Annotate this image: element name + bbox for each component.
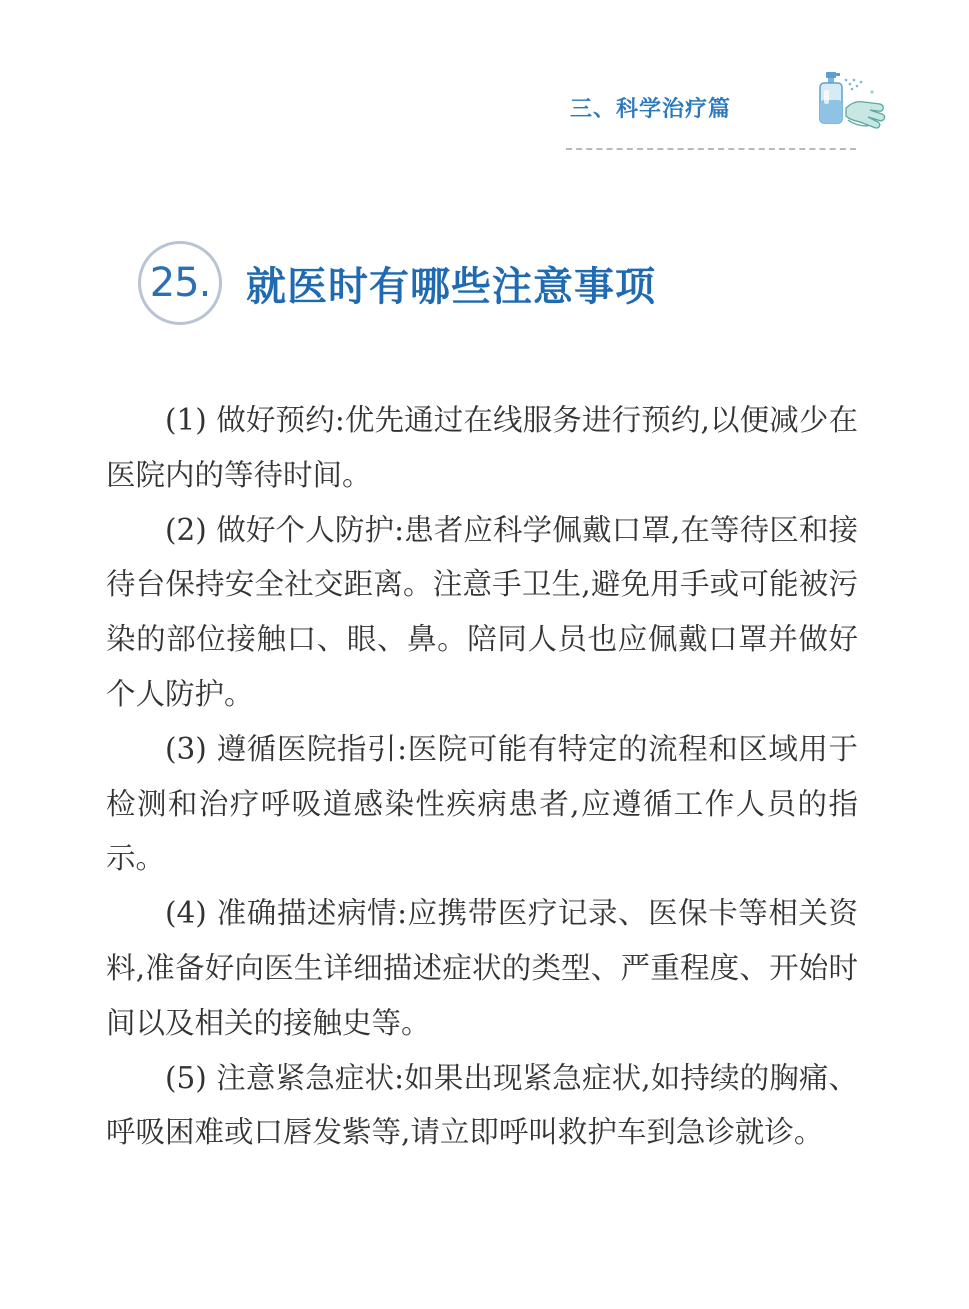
header-divider <box>566 148 856 150</box>
question-title: 就医时有哪些注意事项 <box>246 263 656 310</box>
hand-sanitizer-icon <box>810 68 886 130</box>
answer-paragraph: (3) 遵循医院指引:医院可能有特定的流程和区域用于检测和治疗呼吸道感染性疾病患者,应遵循工作人员的指示。 <box>106 731 858 876</box>
answer-paragraph: (1) 做好预约:优先通过在线服务进行预约,以便减少在医院内的等待时间。 <box>106 403 858 492</box>
page-header <box>566 68 886 158</box>
question-number-badge: 25. <box>138 241 222 325</box>
answer-paragraph: (4) 准确描述病情:应携带医疗记录、医保卡等相关资料,准备好向医生详细描述症状的类型、严重程度、开始时间以及相关的接触史等。 <box>106 896 858 1040</box>
question-heading <box>138 238 656 328</box>
answer-paragraph: (5) 注意紧急症状:如果出现紧急症状,如持续的胸痛、呼吸困难或口唇发紫等,请立即呼叫救护车到急诊就诊。 <box>106 1060 858 1150</box>
answer-body <box>106 393 858 1160</box>
section-title: 三、科学治疗篇 <box>570 97 732 122</box>
answer-paragraph: (2) 做好个人防护:患者应科学佩戴口罩,在等待区和接待台保持安全社交距离。注意手卫生,避免用手或可能被污染的部位接触口、眼、鼻。陪同人员也应佩戴口罩并做好个人防护。 <box>106 512 858 711</box>
